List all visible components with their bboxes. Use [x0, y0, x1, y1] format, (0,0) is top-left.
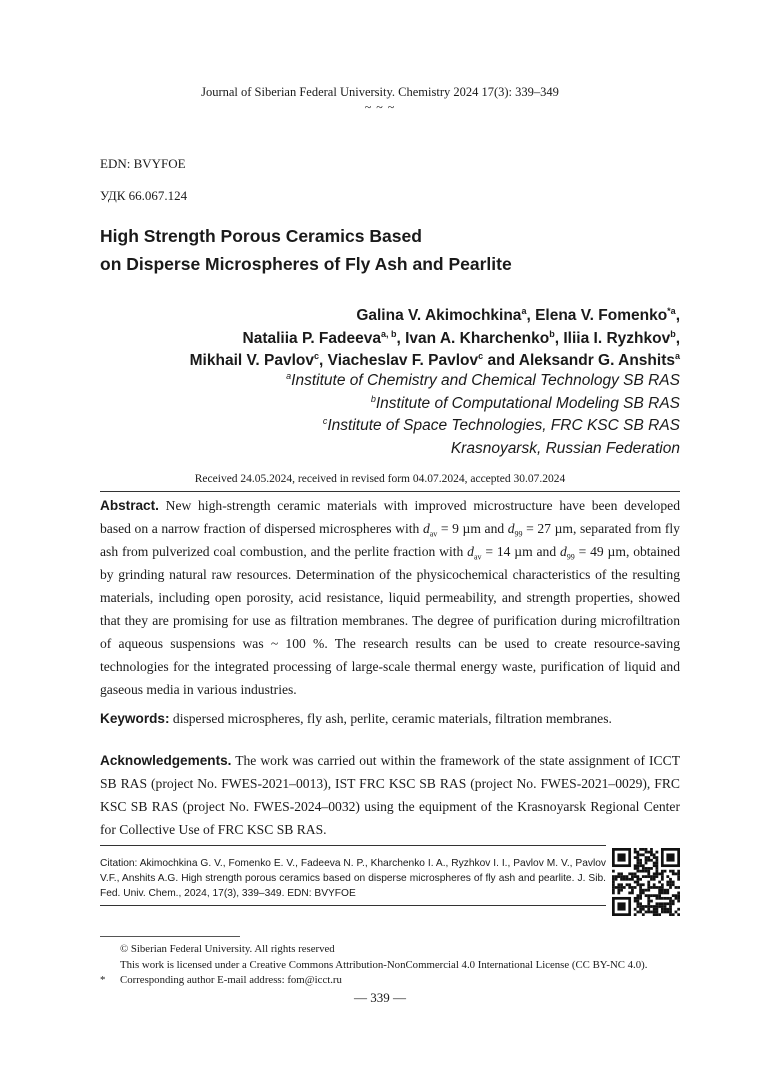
author-name: Viacheslav F. Pavlov — [327, 352, 479, 369]
affiliation-mark: b — [370, 393, 376, 404]
article-title — [100, 222, 512, 278]
abstract-text: = 27 µm, separated from fly ash from pulverized coal combustion, and the perlite fraction with — [100, 521, 680, 559]
author-affil-mark: *a — [667, 305, 676, 316]
title-line-1: High Strength Porous Ceramics Based — [100, 226, 422, 246]
footnote-rule — [100, 936, 240, 937]
keywords — [100, 707, 680, 730]
author-name: Ivan A. Kharchenko — [405, 329, 550, 347]
abstract-text: = 9 µm and — [437, 521, 508, 536]
variable-d: d — [559, 544, 567, 559]
footnote-license: This work is licensed under a Creative Commons Attribution-NonCommercial 4.0 International License (CC BY-NC 4.0). — [120, 958, 648, 971]
affiliation-text: Institute of Chemistry and Chemical Technology SB RAS — [291, 372, 680, 389]
acknowledgements — [100, 749, 680, 841]
header-ornament: ~ ~ ~ — [364, 100, 396, 114]
author-name: Elena V. Fomenko — [535, 307, 668, 324]
author-affil-mark: b — [670, 328, 676, 339]
subscript-99: 99 — [514, 529, 523, 539]
author-separator: and — [483, 352, 519, 369]
affiliation-text: Institute of Computational Modeling SB RAS — [375, 394, 680, 412]
author-list — [190, 305, 680, 373]
affiliation — [286, 370, 680, 393]
citation: Citation: Akimochkina G. V., Fomenko E. V., Fadeeva N. P., Kharchenko I. A., Ryzhkov I. I., Pavlov M. V., Pavlov V.F., Anshits A.G. High strength porous ceramics based on disperse microspheres of fly ash and pearlite. J. Sib. Fed. Univ. Chem., 2024, 17(3), 339–349. EDN: BVYFOE — [100, 858, 606, 899]
journal-header: Journal of Siberian Federal University. Chemistry 2024 17(3): 339–349 — [201, 85, 559, 99]
author-name: Nataliia P. Fadeeva — [242, 329, 381, 347]
qr-code-icon — [612, 848, 680, 916]
keywords-text: dispersed microspheres, fly ash, perlite, ceramic materials, filtration membranes. — [169, 711, 612, 726]
footnote-copyright: © Siberian Federal University. All rights reserved — [120, 943, 335, 955]
author-name: Aleksandr G. Anshits — [518, 352, 675, 369]
citation-rule-top — [100, 845, 606, 846]
variable-d: d — [422, 521, 430, 536]
udk-code: УДК 66.067.124 — [100, 188, 188, 203]
affiliation-text: Krasnoyarsk, Russian Federation — [450, 439, 680, 457]
affiliation-list — [286, 370, 680, 460]
author-separator: , — [396, 329, 406, 347]
citation-rule-bottom — [100, 905, 606, 906]
keywords-label: Keywords: — [100, 711, 170, 726]
footnote-corresponding-text: Corresponding author E-mail address: fom@icct.ru — [120, 974, 342, 986]
author-affil-mark: a — [521, 305, 527, 316]
affiliation-text: Institute of Space Technologies, FRC KSC SB RAS — [327, 417, 680, 434]
footnotes — [100, 942, 690, 989]
author-separator: , — [675, 329, 680, 347]
abstract-label: Abstract. — [100, 498, 159, 513]
author-separator: , — [675, 307, 680, 324]
received-dates: Received 24.05.2024, received in revised form 04.07.2024, accepted 30.07.2024 — [194, 473, 566, 485]
affiliation — [286, 415, 680, 438]
subscript-av: av — [429, 529, 438, 539]
author-name: Galina V. Akimochkina — [356, 307, 522, 324]
footnote-star: * — [100, 974, 106, 986]
abstract-text: = 14 µm and — [481, 544, 560, 559]
page-number: — 339 — — [354, 990, 406, 1005]
author-affil-mark: c — [478, 350, 484, 361]
abstract-text: New high-strength ceramic materials with improved microstructure have been developed based on a narrow fraction of dispersed microspheres with — [100, 498, 680, 536]
author-separator: , — [319, 352, 328, 369]
author-name: Iliia I. Ryzhkov — [563, 329, 671, 347]
author-affil-mark: a — [674, 350, 680, 361]
variable-d: d — [507, 521, 515, 536]
author-affil-mark: c — [314, 350, 320, 361]
author-affil-mark: a, b — [380, 328, 397, 339]
author-line-2 — [190, 328, 680, 351]
affiliation-location — [286, 438, 680, 461]
author-separator: , — [526, 307, 536, 324]
variable-d: d — [467, 544, 474, 559]
author-separator: , — [554, 329, 564, 347]
edn-code: EDN: BVYFOE — [100, 156, 186, 171]
subscript-99: 99 — [566, 552, 575, 562]
affiliation — [286, 393, 680, 416]
author-name: Mikhail V. Pavlov — [189, 352, 314, 369]
affiliation-mark: a — [286, 370, 292, 381]
author-line-1 — [190, 305, 680, 328]
acknowledgements-label: Acknowledgements. — [100, 753, 232, 768]
subscript-av: av — [473, 552, 482, 562]
affiliation-mark: c — [322, 415, 328, 426]
abstract — [100, 494, 680, 701]
title-line-2: on Disperse Microspheres of Fly Ash and Pearlite — [100, 254, 512, 274]
divider-top — [100, 491, 680, 492]
acknowledgements-text: The work was carried out within the framework of the state assignment of ICCT SB RAS (project No. FWES-2021–0013), IST FRC KSC SB RAS (project No. FWES-2021–0029), FRC KSC SB RAS (project No. FWES-2024–0032) using the equipment of the Krasnoyarsk Regional Center for Collective Use of FRC KSC SB RAS. — [100, 753, 680, 837]
author-affil-mark: b — [549, 328, 555, 339]
abstract-text: = 49 µm, obtained by grinding natural raw resources. Determination of the physicochemical characteristics of the resulting materials, including open porosity, acid resistance, liquid permeability, and strength properties, showed that they are promising for use as filtration membranes. The degree of purification during microfiltration of aqueous suspensions was ~ 100 %. The research results can be used to create resource-saving technologies for the integrated processing of large-scale thermal energy waste, purification of liquid and gaseous media in various industries. — [100, 544, 680, 697]
footnote-corresponding — [100, 973, 690, 989]
